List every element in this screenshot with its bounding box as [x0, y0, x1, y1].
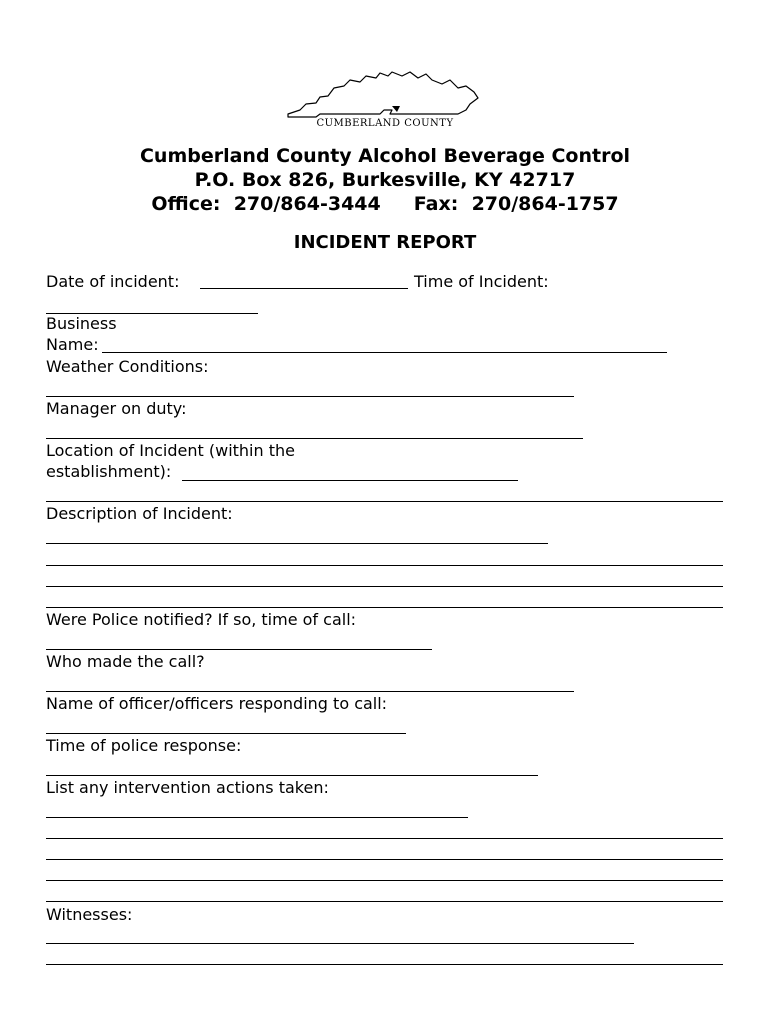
- description-field[interactable]: [46, 543, 548, 544]
- intervention-line[interactable]: [46, 880, 723, 881]
- response-label: Time of police response:: [46, 736, 242, 755]
- intervention-label: List any intervention actions taken:: [46, 778, 329, 797]
- description-line[interactable]: [46, 586, 723, 587]
- kentucky-map-icon: [280, 70, 490, 122]
- intervention-field[interactable]: [46, 817, 468, 818]
- logo-caption: CUMBERLAND COUNTY: [316, 118, 454, 129]
- county-logo: [280, 70, 490, 132]
- location-label-2: establishment):: [46, 462, 172, 481]
- time-label: Time of Incident:: [414, 272, 549, 291]
- intervention-line[interactable]: [46, 901, 723, 902]
- location-field[interactable]: [182, 480, 518, 481]
- manager-label: Manager on duty:: [46, 399, 187, 418]
- business-label-1: Business: [46, 314, 117, 333]
- date-label: Date of incident:: [46, 272, 180, 291]
- description-line[interactable]: [46, 607, 723, 608]
- org-name: Cumberland County Alcohol Beverage Control: [139, 145, 631, 167]
- description-line[interactable]: [46, 565, 723, 566]
- weather-label: Weather Conditions:: [46, 357, 209, 376]
- witnesses-line[interactable]: [46, 964, 723, 965]
- police-label: Were Police notified? If so, time of call:: [46, 610, 357, 629]
- location-field-2[interactable]: [46, 501, 723, 502]
- weather-field[interactable]: [46, 396, 574, 397]
- description-label: Description of Incident:: [46, 504, 233, 523]
- business-name-field[interactable]: [102, 352, 667, 353]
- location-label-1: Location of Incident (within the: [46, 441, 295, 460]
- police-call-time-field[interactable]: [46, 649, 432, 650]
- response-field[interactable]: [46, 775, 538, 776]
- intervention-line[interactable]: [46, 838, 723, 839]
- org-address: P.O. Box 826, Burkesville, KY 42717: [194, 169, 576, 191]
- officer-label: Name of officer/officers responding to call:: [46, 694, 388, 713]
- business-label-2: Name:: [46, 335, 99, 354]
- org-phones: Office: 270/864-3444 Fax: 270/864-1757: [151, 193, 619, 215]
- date-field[interactable]: [200, 288, 408, 289]
- caller-label: Who made the call?: [46, 652, 205, 671]
- caller-field[interactable]: [46, 691, 574, 692]
- witnesses-field[interactable]: [46, 943, 634, 944]
- form-title: INCIDENT REPORT: [293, 232, 477, 253]
- officer-field[interactable]: [46, 733, 406, 734]
- manager-field[interactable]: [46, 438, 583, 439]
- witnesses-label: Witnesses:: [46, 905, 133, 924]
- intervention-line[interactable]: [46, 859, 723, 860]
